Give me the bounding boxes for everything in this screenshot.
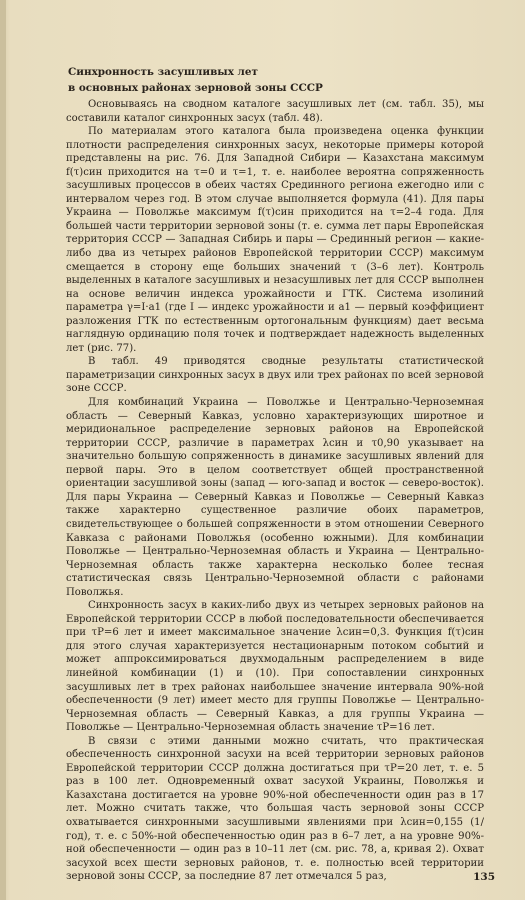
paragraph-5: Синхронность засух в каких-либо двух из четырех зерновых районов на Европейской территории СССР в любой последовательности обеспечивается при τP=6 лет и имеет максимальное значение λсин=0,3. Функция f(τ)син для этого случая характеризуется нестационарным потоком событий и может аппроксимироваться двухмодальным распределением в виде линейной комбинации (1) и (10). При сопоставлении синхронных засушливых лет в трех районах наибольшее значение интервала 90%-ной обеспеченности (9 лет) имеет место для группы Поволжье — Центрально-Черноземная область — Северный Кавказ, а для группы Украина — Поволжье — Центрально-Черноземная область значение τP=16 лет. — [66, 600, 484, 734]
paragraph-3: В табл. 49 приводятся сводные результаты статистической параметризации синхронных засух в двух или трех районах по всей зерновой зоне СССР. — [66, 356, 484, 395]
section-heading — [68, 64, 488, 96]
paragraph-6: В связи с этими данными можно считать, что практическая обеспеченность синхронной засухи на всей территории зерновых районов Европейской территории СССР должна достигаться при τP=20 лет, т. е. 5 раз в 100 лет. Одновременный охват засухой Украины, Поволжья и Казахстана достигается на уровне 90%-ной обеспеченности один раз в 17 лет. Можно считать также, что большая часть зерновой зоны СССР охватывается синхронными засушливыми явлениями при λсин=0,155 (1/год), т. е. с 50%-ной обеспеченностью один раз в 6–7 лет, а на уровне 90%-ной обеспеченности — один раз в 10–11 лет (см. рис. 78, а, кривая 2). Охват засухой всех шести зерновых районов, т. е. полностью всей территории зерновой зоны СССР, за последние 87 лет отмечался 5 раз, — [66, 735, 484, 883]
paragraph-2: По материалам этого каталога была произведена оценка функции плотности распределения синхронных засух, некоторые примеры которой представлены на рис. 76. Для Западной Сибири — Казахстана максимум f(τ)син приходится на τ=0 и τ=1, т. е. наиболее вероятна сопряженность засушливых процессов в обеих частях Срединного региона ежегодно или с интервалом через год. В этом случае выполняется формула (41). Для пары Украина — Поволжье максимум f(τ)син приходится на τ=2–4 года. Для большей части территории зерновой зоны (т. е. сумма лет пары Европейская территория СССР — Западная Сибирь и пары — Срединный регион — какие-либо два из четырех районов Европейской территории СССР) максимум смещается в сторону еще больших значений τ (3–6 лет). Контроль выделенных в каталоге засушливых и незасушливых лет для СССР выполнен на основе величин индекса урожайности и ГТК. Система изолиний параметра γ=I·a1 (где I — индекс урожайности и a1 — первый коэффициент разложения ГТК по естественным ортогональным функциям) дает весьма наглядную ординацию поля точек и подтверждает надежность выделенных лет (рис. 77). — [66, 126, 484, 354]
paragraph-4: Для комбинаций Украина — Поволжье и Центрально-Черноземная область — Северный Кавказ, условно характеризующих широтное и меридиональное распределение зерновых районов на Европейской территории СССР, различие в параметрах λсин и τ0,90 указывает на значительно большую сопряженность в динамике засушливых явлений для первой пары. Это в целом соответствует общей пространственной ориентации засушливой зоны (запад — юго-запад и восток — северо-восток). Для пары Украина — Северный Кавказ и Поволжье — Северный Кавказ также характерно существенное различие обоих параметров, свидетельствующее о большей сопряженности в этом отношении Северного Кавказа с районами Поволжья (особенно южными). Для комбинации Поволжье — Центрально-Черноземная область и Украина — Центрально-Черноземная область также характерна несколько более тесная статистическая связь Центрально-Черноземной области с районами Поволжья. — [66, 397, 484, 598]
page-number: 135 — [473, 871, 495, 883]
page-gutter — [0, 0, 6, 900]
heading-line-2: в основных районах зерновой зоны СССР — [68, 82, 323, 94]
body-text — [66, 98, 484, 884]
heading-line-1: Синхронность засушливых лет — [68, 66, 258, 78]
paragraph-1: Основываясь на сводном каталоге засушливых лет (см. табл. 35), мы составили каталог синхронных засух (табл. 48). — [66, 99, 484, 124]
